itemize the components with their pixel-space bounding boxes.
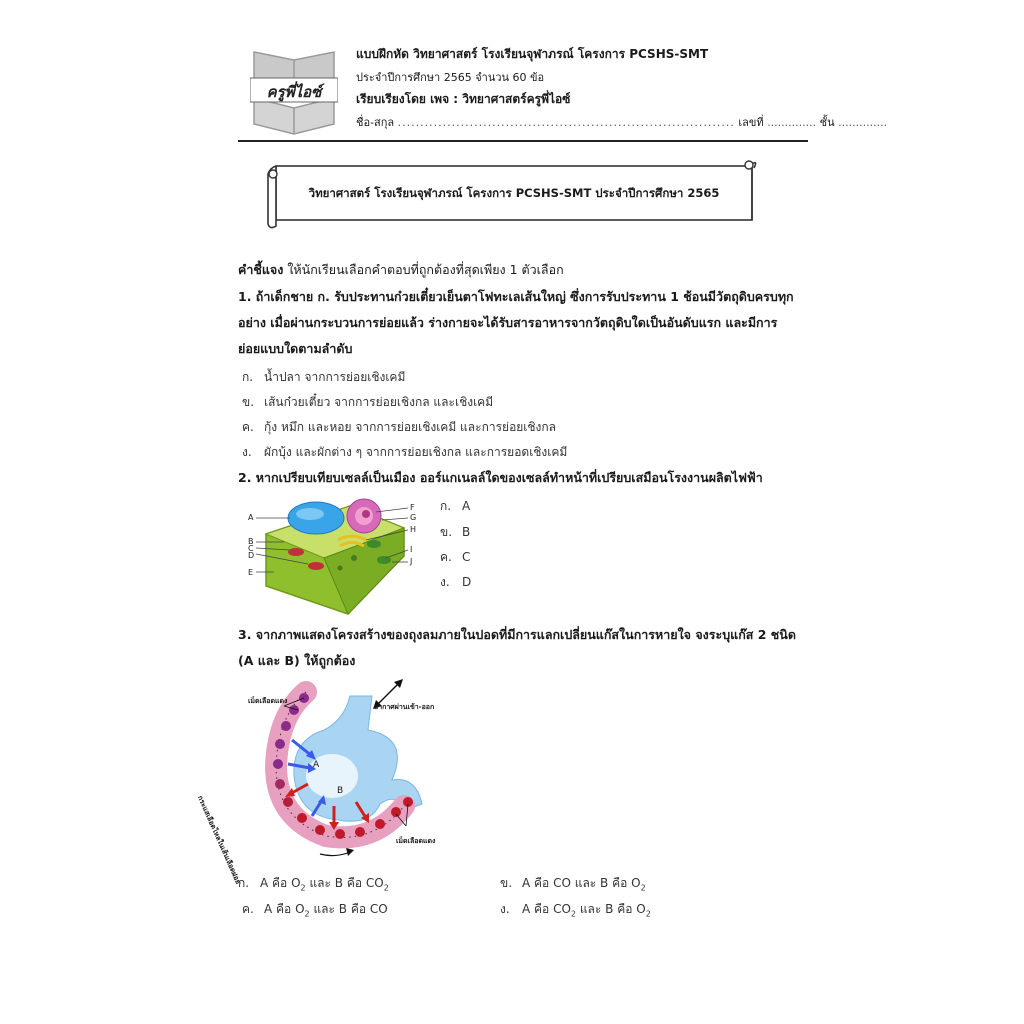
q1-line2: อย่าง เมื่อผ่านกระบวนการย่อยแล้ว ร่างกายจะได้รับสารอาหารจากวัตถุดิบใดเป็นอันดับแรก และมีการ xyxy=(238,315,778,330)
q3-option-d[interactable] xyxy=(500,900,651,919)
q1-line3: ย่อยแบบใดตามลำดับ xyxy=(238,341,353,356)
q3-option-sub: 2 xyxy=(304,909,310,919)
name-field[interactable]: ........................................................................... xyxy=(397,116,735,129)
class-label: ชั้น xyxy=(819,116,835,129)
q1-option-text: กุ้ง หมึก และหอย จากการย่อยเชิงเคมี และการย่อยเชิงกล xyxy=(264,420,557,434)
q3-option-text-pre: A คือ O xyxy=(260,876,301,890)
q3-option-text-pre: A คือ CO และ B คือ O xyxy=(522,876,641,890)
banner-text: วิทยาศาสตร์ โรงเรียนจุฬาภรณ์ โครงการ PCSHS-SMT ประจำปีการศึกษา 2565 xyxy=(308,186,720,200)
q3-option-text-mid: และ B คือ CO xyxy=(305,876,384,890)
name-label: ชื่อ-สกุล xyxy=(356,116,395,129)
instructions xyxy=(238,260,564,280)
gas-label-a: A xyxy=(313,760,320,770)
q1-option-text: เส้นก๋วยเตี๋ยว จากการย่อยเชิงกล และเชิงเคมี xyxy=(264,395,494,409)
q3-option-sub: 2 xyxy=(383,883,389,893)
cell-label-f: F xyxy=(410,503,415,512)
q2-option-text: C xyxy=(462,550,471,564)
instructions-label: คำชี้แจง xyxy=(238,262,284,277)
plant-cell-diagram xyxy=(244,494,420,616)
header-student-info xyxy=(356,113,887,131)
q3-option-sub: 2 xyxy=(645,909,651,919)
q2-option-text: B xyxy=(462,525,471,539)
plant-cell-icon xyxy=(244,494,420,616)
q1-option-text: น้ำปลา จากการย่อยเชิงเคมี xyxy=(264,370,406,384)
q3-option-a[interactable] xyxy=(238,874,389,893)
header-author: เรียบเรียงโดย เพจ : วิทยาศาสตร์ครูพี่ไอซ์ xyxy=(356,92,571,106)
q1-option-text: ผักบุ้ง และผักต่าง ๆ จากการย่อยเชิงกล และการยอดเชิงเคมี xyxy=(264,445,568,459)
cell-label-c: C xyxy=(248,544,254,553)
q2-option-c[interactable] xyxy=(440,548,470,567)
header-year: ประจำปีการศึกษา 2565 จำนวน 60 ข้อ xyxy=(356,71,545,84)
cell-label-e: E xyxy=(248,568,254,577)
cell-label-d: D xyxy=(248,551,255,560)
q2-option-text: D xyxy=(462,575,472,589)
q2-option-letter: ข. xyxy=(440,525,453,539)
number-field[interactable]: .............. xyxy=(767,116,817,129)
cell-label-g: G xyxy=(410,513,417,522)
q3-option-text-mid: และ B คือ O xyxy=(576,902,646,916)
banner-scroll xyxy=(264,160,758,230)
q3-line1: 3. จากภาพแสดงโครงสร้างของถุงลมภายในปอดที่มีการแลกเปลี่ยนแก๊สในการหายใจ จงระบุแก๊ส 2 ชนิด xyxy=(238,627,796,642)
cell-label-b: B xyxy=(248,537,254,546)
q1-option-letter: ก. xyxy=(242,370,254,384)
q3-option-letter: ข. xyxy=(500,876,513,890)
gas-label-b: B xyxy=(337,786,344,796)
class-field[interactable]: .............. xyxy=(838,116,888,129)
vessel-label: กระแสเลือดไหลในเส้นเลือดฝอย xyxy=(195,794,243,886)
q2-option-d[interactable] xyxy=(440,573,471,592)
cell-label-a: A xyxy=(248,513,254,522)
cell-label-i: I xyxy=(410,545,413,554)
logo xyxy=(250,44,338,136)
q2-option-letter: ง. xyxy=(440,575,450,589)
q3-option-c[interactable] xyxy=(242,900,388,919)
q2-option-b[interactable] xyxy=(440,523,470,542)
q2-text: 2. หากเปรียบเทียบเซลล์เป็นเมือง ออร์แกเนลล์ใดของเซลล์ทำหน้าที่เปรียบเสมือนโรงงานผลิตไฟฟ้า xyxy=(238,470,763,485)
q2-option-text: A xyxy=(462,499,471,513)
q3-option-sub: 2 xyxy=(640,883,646,893)
q3-option-text-pre: A คือ CO xyxy=(522,902,571,916)
q3-option-letter: ค. xyxy=(242,902,254,916)
q3-option-sub: 2 xyxy=(570,909,576,919)
q1-option-letter: ง. xyxy=(242,445,252,459)
q3-line2: (A และ B) ให้ถูกต้อง xyxy=(238,653,356,668)
logo-text: ครูพี่ไอซ์ xyxy=(266,83,322,101)
q1-option-a[interactable] xyxy=(242,368,405,387)
q2-option-letter: ก. xyxy=(440,499,452,513)
q1-line1: 1. ถ้าเด็กชาย ก. รับประทานก๋วยเตี๋ยวเย็นตาโฟทะเลเส้นใหญ่ ซึ่งการรับประทาน 1 ช้อนมีวัตถุดิบครบทุก xyxy=(238,289,794,304)
q1-option-d[interactable] xyxy=(242,443,567,462)
q3-option-text-mid: และ B คือ CO xyxy=(309,902,388,916)
q3-option-b[interactable] xyxy=(500,874,646,893)
q1-option-letter: ค. xyxy=(242,420,254,434)
q3-option-letter: ง. xyxy=(500,902,510,916)
rbc-label-top: เม็ดเลือดแดง xyxy=(248,697,288,705)
number-label: เลขที่ xyxy=(738,116,764,129)
cell-label-h: H xyxy=(410,525,417,534)
header-divider xyxy=(238,140,808,142)
q1-option-letter: ข. xyxy=(242,395,255,409)
q2-option-a[interactable] xyxy=(440,497,470,516)
cell-label-j: J xyxy=(410,557,413,566)
q1-option-c[interactable] xyxy=(242,418,556,437)
rbc-label-bottom: เม็ดเลือดแดง xyxy=(396,837,436,845)
q3-option-text-pre: A คือ O xyxy=(264,902,305,916)
instructions-text: ให้นักเรียนเลือกคำตอบที่ถูกต้องที่สุดเพียง 1 ตัวเลือก xyxy=(283,262,564,277)
q1-option-b[interactable] xyxy=(242,393,493,412)
header-title: แบบฝึกหัด วิทยาศาสตร์ โรงเรียนจุฬาภรณ์ โครงการ PCSHS-SMT xyxy=(356,47,709,61)
air-label: อากาศผ่านเข้า-ออก xyxy=(374,703,435,711)
q3-option-sub: 2 xyxy=(300,883,306,893)
q2-option-letter: ค. xyxy=(440,550,452,564)
q3-option-letter: ก. xyxy=(238,876,250,890)
